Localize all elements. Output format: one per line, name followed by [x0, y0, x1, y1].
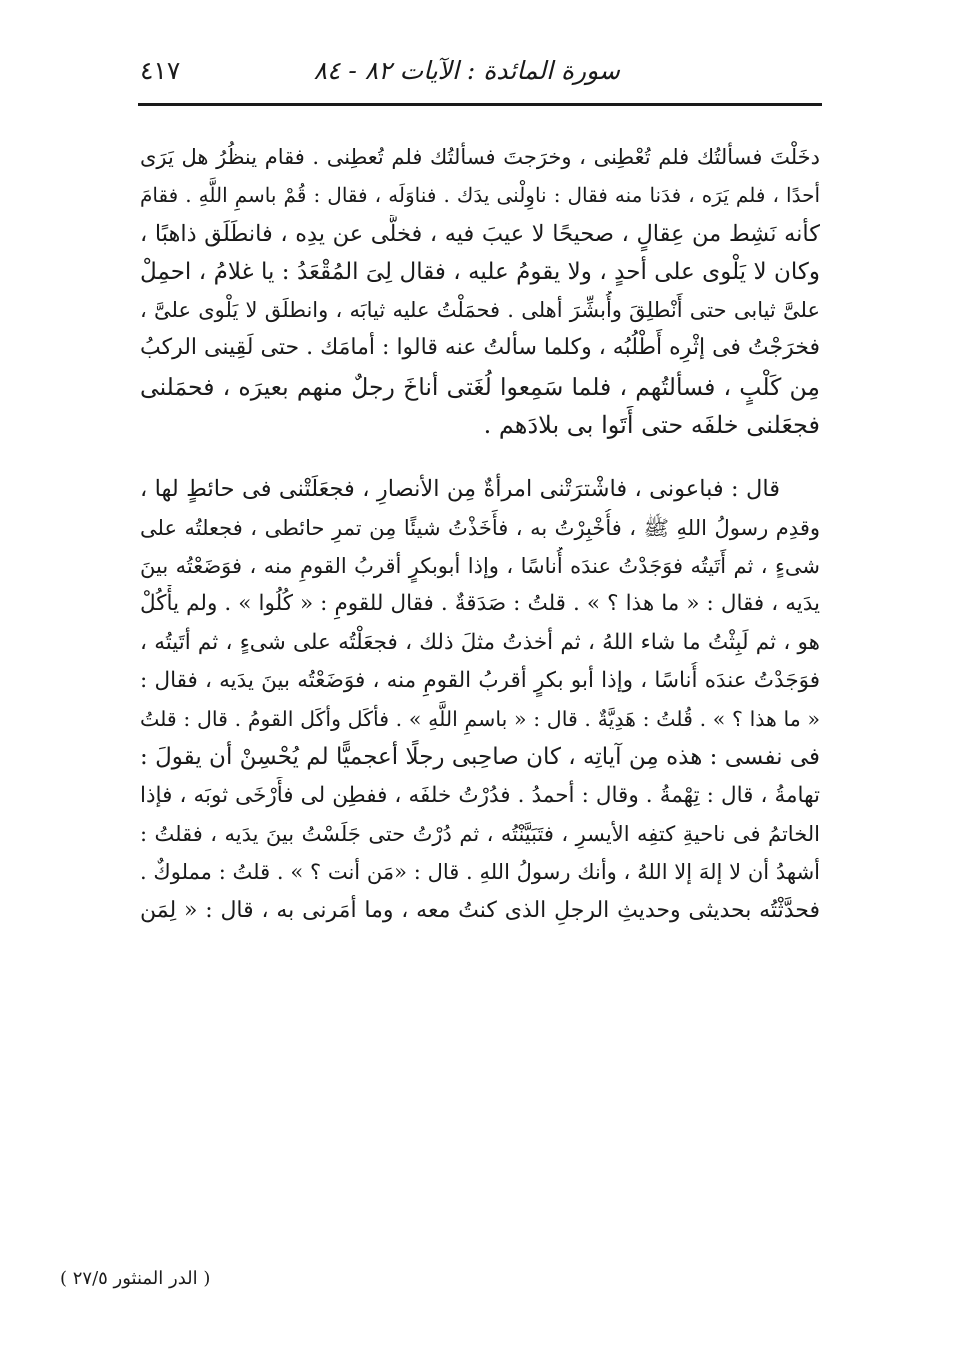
- text-line: فجعَلنى خلفَه حتى أَتَوا بى بلادَهم .: [483, 411, 820, 440]
- text-line: دخَلْتَ فسألتُك فلم تُعْطِنى ، وخرَجتَ فسألتُك فلم تُعطِنى . فقام ينظُرُ هل يَرَى: [140, 145, 820, 169]
- header-divider: [138, 103, 822, 106]
- page-number: ٤١٧: [140, 56, 181, 85]
- text-line: شىءٍ ، ثم أَتَيتُه فوَجَدْتُ عندَه أُناسًا ، وإذا أبوبكرٍ أقربُ القومِ منه ، فوَضَعْتُه بينَ: [140, 553, 820, 578]
- text-line: وقدِم رسولُ اللهِ ﷺ ، فأُخْبِرْتُ به ، فأَخَذْتُ شيئًا مِن تمرِ حائطى ، فجعلتُه على: [140, 515, 820, 540]
- text-line: يدَيه ، فقال : « ما هذا ؟ » . قلتُ : صَدَقةٌ . فقال للقومِ : « كُلُوا » . ولم يأْكُلْ: [140, 591, 820, 617]
- paragraph-1: [140, 138, 820, 444]
- paragraph-2: [140, 470, 820, 930]
- footnote-reference: ( الدر المنثور ٢٧/٥ ): [60, 1268, 211, 1289]
- text-line: قال : فباعونى ، فاشْترَتْنى امرأةٌ مِن الأنصارِ ، فجعَلَتْنى فى حائطٍ لها ،: [140, 476, 780, 503]
- text-line: تهامةُ ، قال : تِهْمةُ . وقال : أحمدُ . فدُرْتُ خلفَه ، ففطِن لى فأَرْخَى ثوبَه ، فإذا: [140, 782, 820, 808]
- text-line: الخاتمُ فى ناحيةِ كتفِه الأيسرِ ، فتَبَيَّنْتُه ، ثم دُرْتُ حتى جَلَسْتُ بينَ يدَيه ، فقلتُ :: [140, 822, 820, 847]
- text-line: « ما هذا ؟ » . قُلتُ : هَدِيَّةٌ . قال : « باسمِ اللَّهِ » . فأكَل وأكَل القومُ . قال : قلتُ: [140, 707, 820, 732]
- text-line: وكان لا يَلْوى على أحدٍ ، ولا يقومُ عليه ، فقال لِىَ المُقْعَدُ : يا غلامُ ، احمِلْ: [140, 258, 820, 285]
- text-line: مِن كَلْبٍ ، فسألتُهم ، فلما سَمِعوا لُغَتى أناخَ رجلٌ منهم بعيرَه ، فحمَلنى: [140, 372, 820, 401]
- text-line: فوَجَدْتُ عندَه أُناسًا ، وإذا أبو بكرٍ أقربُ القومِ منه ، فوَضَعْتُه بينَ يدَيه ، فقال :: [140, 667, 820, 693]
- page-header: [140, 56, 820, 96]
- text-line: فحدَّثْتُه بحديثى وحديثِ الرجلِ الذى كنتُ معه ، وما أمَرنى به ، قال : « لِمَن: [140, 897, 820, 923]
- text-line: هو ، ثم لَبِثْتُ ما شاء اللهُ ، ثم أخذتُ مثلَ ذلك ، فجعَلْتُه على شىءٍ ، ثم أتَيتُه ،: [140, 629, 820, 655]
- text-line: أشهدُ أن لا إلهَ إلا اللهُ ، وأنك رسولُ اللهِ . قال : «مَن أنت ؟ » . قلتُ : مملوكٌ .: [140, 860, 820, 885]
- text-line: كأنه نَشِط من عِقالٍ ، صحيحًا لا عيبَ فيه ، فخلَّى عن يدِه ، فانطَلَق ذاهبًا ،: [140, 220, 820, 247]
- surah-title: سورة المائدة : الآيات ٨٢ - ٨٤: [313, 56, 620, 85]
- body-text: [140, 138, 820, 930]
- text-line: فى نفسى : هذه مِن آياتِه ، كان صاحِبى رجلًا أعجميًّا لم يُحْسِنْ أن يقولَ :: [140, 744, 820, 771]
- paragraph-gap: [140, 444, 820, 470]
- text-line: علىَّ ثيابى حتى أَنْطلِقَ وأُبشِّرَ أهلى . فحمَلْتُ عليه ثيابَه ، وانطلَق لا يَلْوى علىَّ ،: [140, 298, 820, 323]
- text-line: فخرَجْتُ فى إثْرِه أَطْلُبُه ، وكلما سألتُ عنه قالوا : أمامَك . حتى لَقِينى الركبُ: [140, 335, 820, 361]
- text-line: أحدًا ، فلم يَرَه ، فدَنا منه فقال : ناوِلْنى يدَك . فناوَلَه ، فقال : قُمْ باسمِ اللَّهِ . فقامَ: [140, 183, 820, 208]
